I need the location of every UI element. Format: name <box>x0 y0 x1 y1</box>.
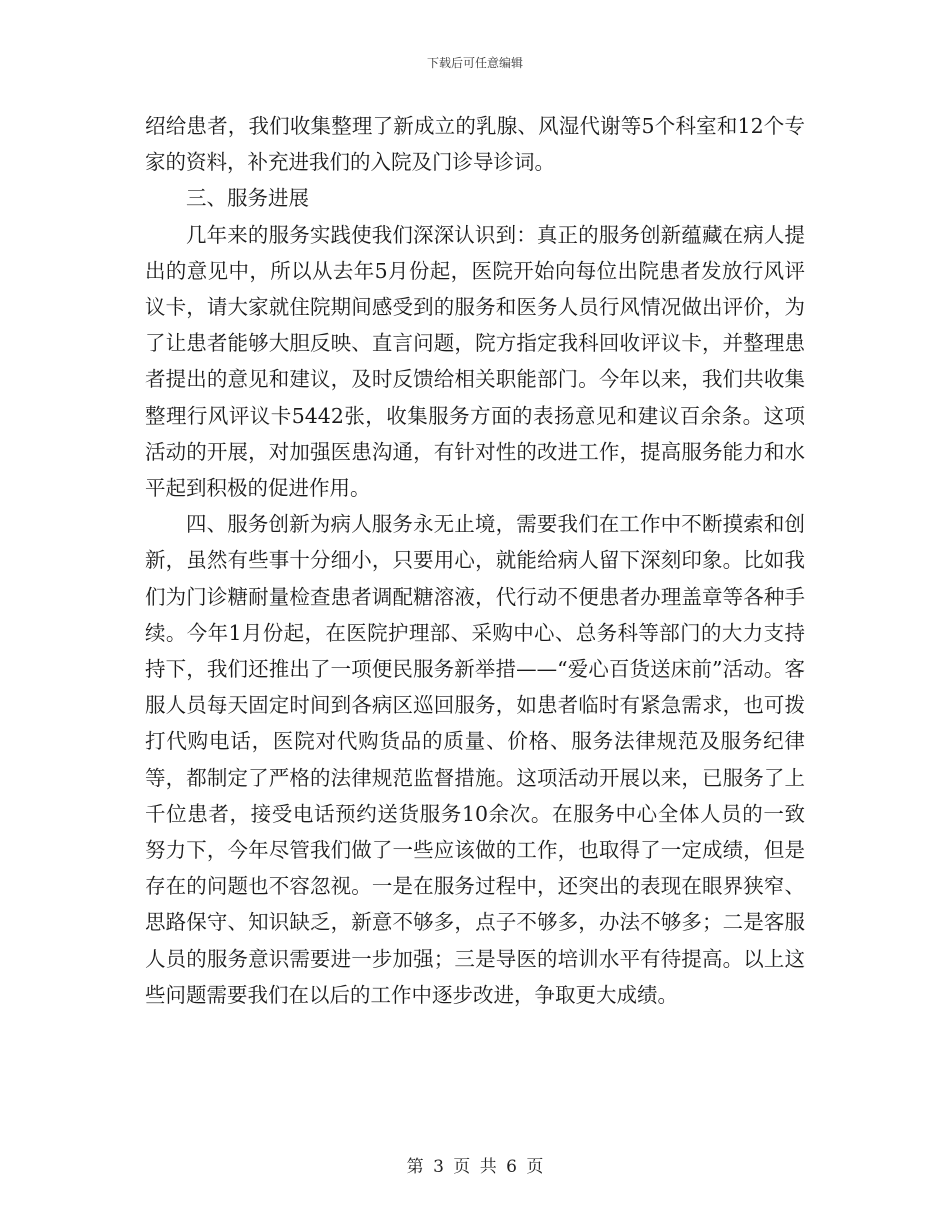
document-body <box>145 108 805 1013</box>
paragraph-1: 绍给患者，我们收集整理了新成立的乳腺、风湿代谢等5个科室和12个专家的资料，补充进我们的入院及门诊导诊词。 <box>145 114 805 175</box>
section-heading-3: 三、服务进展 <box>186 186 309 211</box>
page-number-footer: 第 3 页 共 6 页 <box>406 1157 544 1177</box>
page-header-note: 下载后可任意编辑 <box>426 56 523 70</box>
paragraph-4: 四、服务创新为病人服务永无止境，需要我们在工作中不断摸索和创新，虽然有些事十分细小，只要用心，就能给病人留下深刻印象。比如我们为门诊糖耐量检查患者调配糖溶液，代行动不便患者办理盖章等各种手续。今年1月份起，在医院护理部、采购中心、总务科等部门的大力支持持下，我们还推出了一项便民服务新举措——“爱心百货送床前”活动。客服人员每天固定时间到各病区巡回服务，如患者临时有紧急需求，也可拨打代购电话，医院对代购货品的质量、价格、服务法律规范及服务纪律等，都制定了严格的法律规范监督措施。这项活动开展以来，已服务了上千位患者，接受电话预约送货服务10余次。在服务中心全体人员的一致努力下，今年尽管我们做了一些应该做的工作，也取得了一定成绩，但是存在的问题也不容忽视。一是在服务过程中，还突出的表现在眼界狭窄、思路保守、知识缺乏，新意不够多，点子不够多，办法不够多；二是客服人员的服务意识需要进一步加强；三是导医的培训水平有待提高。以上这些问题需要我们在以后的工作中逐步改进，争取更大成绩。 <box>145 512 805 1007</box>
paragraph-3: 几年来的服务实践使我们深深认识到：真正的服务创新蕴藏在病人提出的意见中，所以从去年5月份起，医院开始向每位出院患者发放行风评议卡，请大家就住院期间感受到的服务和医务人员行风情况做出评价，为了让患者能够大胆反映、直言问题，院方指定我科回收评议卡，并整理患者提出的意见和建议，及时反馈给相关职能部门。今年以来，我们共收集整理行风评议卡5442张，收集服务方面的表扬意见和建议百余条。这项活动的开展，对加强医患沟通，有针对性的改进工作，提高服务能力和水平起到积极的促进作用。 <box>145 222 805 501</box>
